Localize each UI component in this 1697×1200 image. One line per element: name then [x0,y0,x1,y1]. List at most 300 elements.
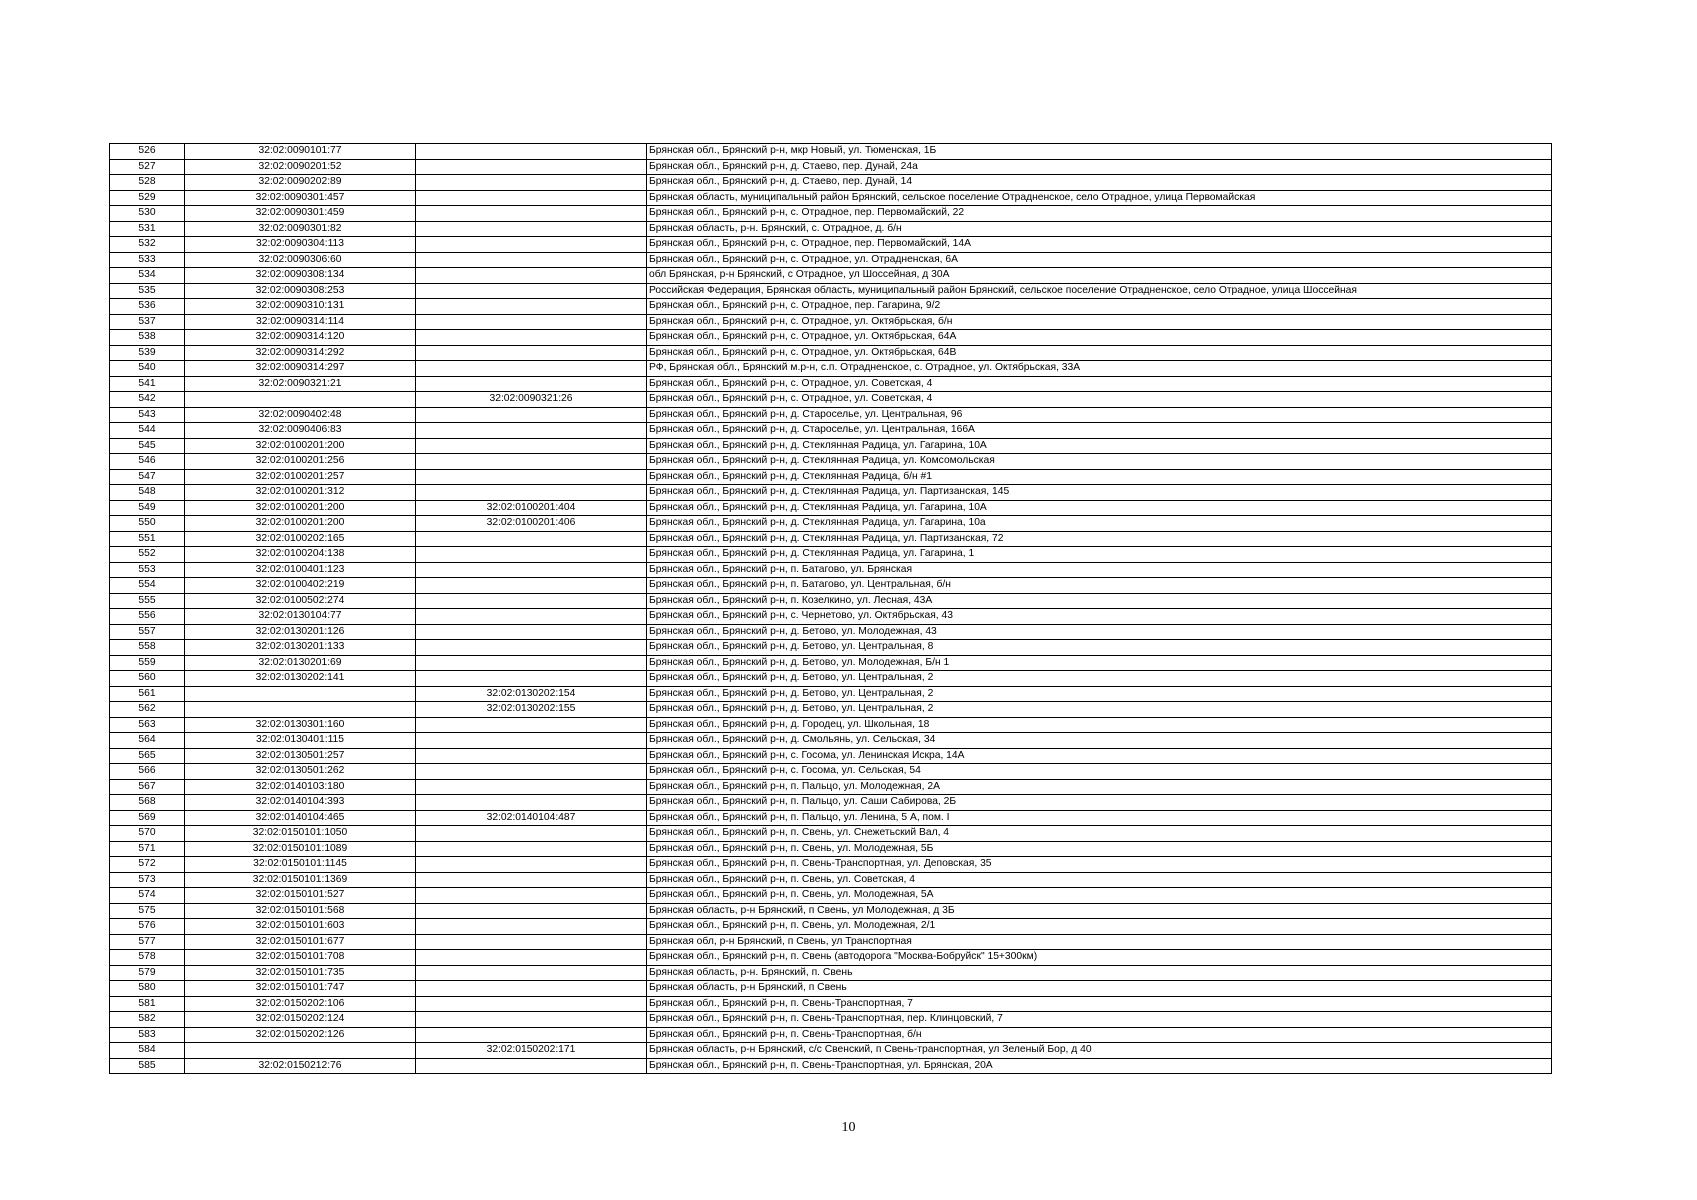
related-cadastral-number-cell [416,547,647,563]
row-number-cell: 541 [110,376,185,392]
row-number-cell: 535 [110,283,185,299]
row-number-cell: 565 [110,748,185,764]
row-number-cell: 582 [110,1012,185,1028]
address-cell: Брянская обл., Брянский р-н, с. Отрадное, ул. Советская, 4 [647,392,1552,408]
related-cadastral-number-cell [416,826,647,842]
related-cadastral-number-cell [416,345,647,361]
cadastral-number-cell: 32:02:0130301:160 [185,717,416,733]
address-cell: Брянская обл., Брянский р-н, д. Бетово, ул. Молодежная, 43 [647,624,1552,640]
related-cadastral-number-cell [416,237,647,253]
table-row [110,686,1552,702]
related-cadastral-number-cell [416,485,647,501]
address-cell: РФ, Брянская обл., Брянский м.р-н, с.п. Отрадненское, с. Отрадное, ул. Октябрьская, 33А [647,361,1552,377]
related-cadastral-number-cell [416,903,647,919]
related-cadastral-number-cell [416,609,647,625]
related-cadastral-number-cell [416,655,647,671]
cadastral-number-cell: 32:02:0100202:165 [185,531,416,547]
cadastral-number-cell: 32:02:0150101:568 [185,903,416,919]
row-number-cell: 564 [110,733,185,749]
related-cadastral-number-cell [416,268,647,284]
cadastral-number-cell: 32:02:0150101:1369 [185,872,416,888]
table-row [110,965,1552,981]
related-cadastral-number-cell [416,934,647,950]
related-cadastral-number-cell [416,779,647,795]
cadastral-number-cell: 32:02:0090308:253 [185,283,416,299]
related-cadastral-number-cell [416,950,647,966]
cadastral-number-cell: 32:02:0150101:677 [185,934,416,950]
related-cadastral-number-cell [416,888,647,904]
cadastral-number-cell: 32:02:0140104:465 [185,810,416,826]
table-row [110,531,1552,547]
cadastral-number-cell: 32:02:0100204:138 [185,547,416,563]
row-number-cell: 581 [110,996,185,1012]
row-number-cell: 561 [110,686,185,702]
row-number-cell: 556 [110,609,185,625]
cadastral-number-cell: 32:02:0100401:123 [185,562,416,578]
row-number-cell: 538 [110,330,185,346]
row-number-cell: 543 [110,407,185,423]
cadastral-number-cell: 32:02:0130401:115 [185,733,416,749]
related-cadastral-number-cell [416,748,647,764]
address-cell: Брянская обл., Брянский р-н, п. Свень-Транспортная, ул. Деповская, 35 [647,857,1552,873]
address-cell: Брянская обл., Брянский р-н, п. Свень, ул. Снежетьский Вал, 4 [647,826,1552,842]
address-cell: Брянская обл., Брянский р-н, д. Стеклянная Радица, ул. Гагарина, 10А [647,438,1552,454]
related-cadastral-number-cell [416,454,647,470]
table-row [110,826,1552,842]
address-cell: Брянская обл., Брянский р-н, п. Козелкино, ул. Лесная, 43А [647,593,1552,609]
table-row [110,175,1552,191]
address-cell: Брянская обл., Брянский р-н, с. Отрадное, ул. Отрадненская, 6А [647,252,1552,268]
table-row [110,361,1552,377]
cadastral-number-cell: 32:02:0090402:48 [185,407,416,423]
table-row [110,934,1552,950]
page-number: 10 [841,1120,856,1135]
address-cell: Брянская обл., Брянский р-н, п. Свень-Транспортная, ул. Брянская, 20А [647,1058,1552,1074]
address-cell: Брянская обл., Брянский р-н, с. Чернетово, ул. Октябрьская, 43 [647,609,1552,625]
related-cadastral-number-cell [416,717,647,733]
address-cell: Брянская обл., Брянский р-н, д. Городец, ул. Школьная, 18 [647,717,1552,733]
related-cadastral-number-cell: 32:02:0100201:404 [416,500,647,516]
cadastral-number-cell: 32:02:0150101:708 [185,950,416,966]
related-cadastral-number-cell [416,206,647,222]
related-cadastral-number-cell [416,1058,647,1074]
related-cadastral-number-cell [416,159,647,175]
row-number-cell: 551 [110,531,185,547]
table-row [110,996,1552,1012]
table-row [110,903,1552,919]
address-cell: Брянская обл., Брянский р-н, п. Свень (автодорога "Москва-Бобруйск" 15+300км) [647,950,1552,966]
table-row [110,237,1552,253]
cadastral-number-cell: 32:02:0090406:83 [185,423,416,439]
table-row [110,593,1552,609]
table-row [110,748,1552,764]
related-cadastral-number-cell [416,252,647,268]
cadastral-number-cell: 32:02:0090301:82 [185,221,416,237]
address-cell: Брянская область, р-н Брянский, п Свень [647,981,1552,997]
cadastral-number-cell: 32:02:0100502:274 [185,593,416,609]
row-number-cell: 578 [110,950,185,966]
related-cadastral-number-cell: 32:02:0140104:487 [416,810,647,826]
cadastral-number-cell: 32:02:0090301:459 [185,206,416,222]
row-number-cell: 555 [110,593,185,609]
related-cadastral-number-cell [416,314,647,330]
table-row [110,981,1552,997]
table-row [110,872,1552,888]
table-row [110,671,1552,687]
address-cell: Брянская обл., Брянский р-н, д. Стеклянная Радица, ул. Гагарина, 1 [647,547,1552,563]
row-number-cell: 585 [110,1058,185,1074]
address-cell: Брянская обл., Брянский р-н, д. Бетово, ул. Центральная, 8 [647,640,1552,656]
table-row [110,454,1552,470]
row-number-cell: 559 [110,655,185,671]
table-row [110,159,1552,175]
cadastral-number-cell: 32:02:0100201:257 [185,469,416,485]
related-cadastral-number-cell [416,640,647,656]
related-cadastral-number-cell [416,981,647,997]
row-number-cell: 569 [110,810,185,826]
address-cell: Брянская обл., Брянский р-н, д. Староселье, ул. Центральная, 166А [647,423,1552,439]
related-cadastral-number-cell [416,1012,647,1028]
address-cell: Брянская обл., Брянский р-н, д. Стеклянная Радица, ул. Партизанская, 72 [647,531,1552,547]
address-cell: Брянская обл., Брянский р-н, п. Свень, ул. Молодежная, 5А [647,888,1552,904]
row-number-cell: 540 [110,361,185,377]
table-row [110,562,1552,578]
table-row [110,950,1552,966]
registry-table [109,143,1552,1074]
related-cadastral-number-cell [416,175,647,191]
cadastral-number-cell: 32:02:0090201:52 [185,159,416,175]
table-row [110,1012,1552,1028]
cadastral-number-cell: 32:02:0130501:262 [185,764,416,780]
table-row [110,469,1552,485]
cadastral-number-cell: 32:02:0100201:200 [185,516,416,532]
row-number-cell: 576 [110,919,185,935]
table-row [110,810,1552,826]
address-cell: Брянская область, р-н Брянский, п Свень, ул Молодежная, д 3Б [647,903,1552,919]
table-row [110,919,1552,935]
row-number-cell: 572 [110,857,185,873]
related-cadastral-number-cell [416,423,647,439]
address-cell: Брянская обл., Брянский р-н, п. Свень, ул. Советская, 4 [647,872,1552,888]
table-row [110,1058,1552,1074]
cadastral-number-cell: 32:02:0090308:134 [185,268,416,284]
table-row [110,609,1552,625]
address-cell: Брянская обл., Брянский р-н, д. Стеклянная Радица, б/н #1 [647,469,1552,485]
cadastral-number-cell: 32:02:0150101:747 [185,981,416,997]
address-cell: Брянская обл., Брянский р-н, д. Бетово, ул. Центральная, 2 [647,671,1552,687]
related-cadastral-number-cell: 32:02:0130202:154 [416,686,647,702]
address-cell: Брянская обл., Брянский р-н, п. Пальцо, ул. Ленина, 5 А, пом. I [647,810,1552,826]
cadastral-number-cell: 32:02:0090310:131 [185,299,416,315]
row-number-cell: 571 [110,841,185,857]
row-number-cell: 562 [110,702,185,718]
address-cell: Брянская обл., Брянский р-н, п. Свень-Транспортная, 7 [647,996,1552,1012]
related-cadastral-number-cell [416,283,647,299]
cadastral-number-cell [185,686,416,702]
related-cadastral-number-cell [416,407,647,423]
related-cadastral-number-cell [416,299,647,315]
address-cell: Брянская обл., Брянский р-н, с. Госома, ул. Ленинская Искра, 14А [647,748,1552,764]
cadastral-number-cell: 32:02:0100201:200 [185,438,416,454]
row-number-cell: 533 [110,252,185,268]
table-row [110,314,1552,330]
row-number-cell: 545 [110,438,185,454]
related-cadastral-number-cell: 32:02:0150202:171 [416,1043,647,1059]
address-cell: Брянская обл., Брянский р-н, п. Свень, ул. Молодежная, 2/1 [647,919,1552,935]
row-number-cell: 552 [110,547,185,563]
table-row [110,330,1552,346]
cadastral-number-cell: 32:02:0090314:292 [185,345,416,361]
related-cadastral-number-cell [416,872,647,888]
address-cell: Брянская обл., Брянский р-н, д. Стаево, пер. Дунай, 14 [647,175,1552,191]
cadastral-number-cell: 32:02:0090202:89 [185,175,416,191]
cadastral-number-cell [185,1043,416,1059]
table-row [110,733,1552,749]
table-row [110,857,1552,873]
row-number-cell: 531 [110,221,185,237]
related-cadastral-number-cell: 32:02:0130202:155 [416,702,647,718]
table-row [110,221,1552,237]
cadastral-number-cell: 32:02:0100201:200 [185,500,416,516]
cadastral-number-cell: 32:02:0090101:77 [185,144,416,160]
table-row [110,1043,1552,1059]
table-row [110,206,1552,222]
row-number-cell: 584 [110,1043,185,1059]
row-number-cell: 550 [110,516,185,532]
address-cell: Брянская обл., Брянский р-н, с. Отрадное, ул. Октябрьская, 64В [647,345,1552,361]
address-cell: Брянская обл., Брянский р-н, с. Отрадное, пер. Первомайский, 22 [647,206,1552,222]
table-row [110,299,1552,315]
related-cadastral-number-cell [416,469,647,485]
row-number-cell: 563 [110,717,185,733]
table-row [110,779,1552,795]
address-cell: Брянская обл., Брянский р-н, п. Пальцо, ул. Саши Сабирова, 2Б [647,795,1552,811]
cadastral-number-cell: 32:02:0150101:735 [185,965,416,981]
related-cadastral-number-cell [416,764,647,780]
row-number-cell: 548 [110,485,185,501]
cadastral-number-cell: 32:02:0130202:141 [185,671,416,687]
related-cadastral-number-cell [416,1027,647,1043]
cadastral-number-cell: 32:02:0150101:1050 [185,826,416,842]
row-number-cell: 573 [110,872,185,888]
table-row [110,345,1552,361]
table-row [110,578,1552,594]
cadastral-number-cell: 32:02:0090321:21 [185,376,416,392]
address-cell: Брянская область, р-н Брянский, с/с Свенский, п Свень-транспортная, ул Зеленый Бор, д 40 [647,1043,1552,1059]
cadastral-number-cell: 32:02:0090314:120 [185,330,416,346]
address-cell: Брянская обл., Брянский р-н, д. Стеклянная Радица, ул. Гагарина, 10А [647,500,1552,516]
related-cadastral-number-cell [416,376,647,392]
row-number-cell: 530 [110,206,185,222]
address-cell: Брянская обл., Брянский р-н, п. Батагово, ул. Центральная, б/н [647,578,1552,594]
row-number-cell: 544 [110,423,185,439]
table-row [110,516,1552,532]
table-row [110,624,1552,640]
related-cadastral-number-cell [416,438,647,454]
address-cell: Брянская обл., Брянский р-н, с. Госома, ул. Сельская, 54 [647,764,1552,780]
related-cadastral-number-cell [416,795,647,811]
row-number-cell: 580 [110,981,185,997]
row-number-cell: 575 [110,903,185,919]
related-cadastral-number-cell [416,996,647,1012]
address-cell: Брянская обл., Брянский р-н, с. Отрадное, ул. Октябрьская, 64А [647,330,1552,346]
row-number-cell: 568 [110,795,185,811]
address-cell: Брянская обл., Брянский р-н, п. Батагово, ул. Брянская [647,562,1552,578]
row-number-cell: 560 [110,671,185,687]
cadastral-number-cell: 32:02:0130201:133 [185,640,416,656]
related-cadastral-number-cell [416,531,647,547]
row-number-cell: 546 [110,454,185,470]
table-row [110,392,1552,408]
related-cadastral-number-cell [416,190,647,206]
table-row [110,1027,1552,1043]
address-cell: Брянская обл., Брянский р-н, д. Стеклянная Радица, ул. Партизанская, 145 [647,485,1552,501]
row-number-cell: 526 [110,144,185,160]
table-row [110,888,1552,904]
related-cadastral-number-cell [416,144,647,160]
cadastral-number-cell: 32:02:0150202:126 [185,1027,416,1043]
address-cell: Брянская обл., Брянский р-н, с. Отрадное, ул. Октябрьская, б/н [647,314,1552,330]
address-cell: Российская Федерация, Брянская область, муниципальный район Брянский, сельское поселение Отрадненское, село Отрадное, улица Шоссейная [647,283,1552,299]
address-cell: Брянская обл., Брянский р-н, д. Бетово, ул. Центральная, 2 [647,702,1552,718]
cadastral-number-cell: 32:02:0090306:60 [185,252,416,268]
cadastral-number-cell: 32:02:0130201:69 [185,655,416,671]
row-number-cell: 557 [110,624,185,640]
row-number-cell: 527 [110,159,185,175]
table-row [110,144,1552,160]
table-row [110,795,1552,811]
cadastral-number-cell [185,702,416,718]
cadastral-number-cell: 32:02:0100201:312 [185,485,416,501]
table-row [110,438,1552,454]
registry-table-body [110,144,1552,1074]
address-cell: Брянская обл., Брянский р-н, с. Отрадное, пер. Первомайский, 14А [647,237,1552,253]
cadastral-number-cell: 32:02:0100201:256 [185,454,416,470]
cadastral-number-cell: 32:02:0130104:77 [185,609,416,625]
row-number-cell: 577 [110,934,185,950]
row-number-cell: 583 [110,1027,185,1043]
related-cadastral-number-cell [416,671,647,687]
table-row [110,376,1552,392]
cadastral-number-cell: 32:02:0150101:1145 [185,857,416,873]
related-cadastral-number-cell: 32:02:0090321:26 [416,392,647,408]
related-cadastral-number-cell [416,857,647,873]
cadastral-number-cell: 32:02:0150101:527 [185,888,416,904]
related-cadastral-number-cell [416,221,647,237]
table-row [110,252,1552,268]
table-row [110,407,1552,423]
related-cadastral-number-cell: 32:02:0100201:406 [416,516,647,532]
address-cell: Брянская обл., Брянский р-н, д. Стеклянная Радица, ул. Гагарина, 10а [647,516,1552,532]
row-number-cell: 558 [110,640,185,656]
related-cadastral-number-cell [416,562,647,578]
table-row [110,717,1552,733]
row-number-cell: 532 [110,237,185,253]
address-cell: Брянская область, муниципальный район Брянский, сельское поселение Отрадненское, село Отрадное, улица Первомайская [647,190,1552,206]
table-row [110,640,1552,656]
cadastral-number-cell: 32:02:0150101:1089 [185,841,416,857]
table-row [110,841,1552,857]
table-row [110,547,1552,563]
row-number-cell: 528 [110,175,185,191]
table-row [110,268,1552,284]
related-cadastral-number-cell [416,919,647,935]
address-cell: Брянская область, р-н. Брянский, с. Отрадное, д. б/н [647,221,1552,237]
table-row [110,190,1552,206]
row-number-cell: 536 [110,299,185,315]
cadastral-number-cell: 32:02:0100402:219 [185,578,416,594]
row-number-cell: 570 [110,826,185,842]
cadastral-number-cell: 32:02:0090301:457 [185,190,416,206]
row-number-cell: 547 [110,469,185,485]
related-cadastral-number-cell [416,624,647,640]
table-row [110,423,1552,439]
cadastral-number-cell: 32:02:0150202:106 [185,996,416,1012]
table-row [110,500,1552,516]
related-cadastral-number-cell [416,330,647,346]
cadastral-number-cell: 32:02:0090304:113 [185,237,416,253]
address-cell: Брянская обл., Брянский р-н, д. Староселье, ул. Центральная, 96 [647,407,1552,423]
address-cell: обл Брянская, р-н Брянский, с Отрадное, ул Шоссейная, д 30А [647,268,1552,284]
row-number-cell: 537 [110,314,185,330]
table-row [110,485,1552,501]
cadastral-number-cell: 32:02:0140104:393 [185,795,416,811]
table-row [110,283,1552,299]
address-cell: Брянская обл., Брянский р-н, д. Бетово, ул. Молодежная, Б/н 1 [647,655,1552,671]
row-number-cell: 574 [110,888,185,904]
address-cell: Брянская обл., Брянский р-н, с. Отрадное, ул. Советская, 4 [647,376,1552,392]
cadastral-number-cell: 32:02:0150212:76 [185,1058,416,1074]
row-number-cell: 567 [110,779,185,795]
related-cadastral-number-cell [416,593,647,609]
related-cadastral-number-cell [416,361,647,377]
address-cell: Брянская обл, р-н Брянский, п Свень, ул Транспортная [647,934,1552,950]
cadastral-number-cell: 32:02:0140103:180 [185,779,416,795]
cadastral-number-cell: 32:02:0130201:126 [185,624,416,640]
table-row [110,702,1552,718]
row-number-cell: 534 [110,268,185,284]
address-cell: Брянская обл., Брянский р-н, мкр Новый, ул. Тюменская, 1Б [647,144,1552,160]
row-number-cell: 579 [110,965,185,981]
address-cell: Брянская обл., Брянский р-н, с. Отрадное, пер. Гагарина, 9/2 [647,299,1552,315]
cadastral-number-cell: 32:02:0150202:124 [185,1012,416,1028]
row-number-cell: 554 [110,578,185,594]
row-number-cell: 539 [110,345,185,361]
table-row [110,764,1552,780]
cadastral-number-cell: 32:02:0090314:297 [185,361,416,377]
related-cadastral-number-cell [416,841,647,857]
address-cell: Брянская обл., Брянский р-н, п. Свень-Транспортная, б/н [647,1027,1552,1043]
address-cell: Брянская обл., Брянский р-н, д. Бетово, ул. Центральная, 2 [647,686,1552,702]
table-row [110,655,1552,671]
cadastral-number-cell: 32:02:0150101:603 [185,919,416,935]
address-cell: Брянская обл., Брянский р-н, п. Свень, ул. Молодежная, 5Б [647,841,1552,857]
registry-table-wrapper [109,143,1551,1074]
row-number-cell: 566 [110,764,185,780]
cadastral-number-cell [185,392,416,408]
row-number-cell: 542 [110,392,185,408]
address-cell: Брянская обл., Брянский р-н, п. Пальцо, ул. Молодежная, 2А [647,779,1552,795]
related-cadastral-number-cell [416,578,647,594]
cadastral-number-cell: 32:02:0090314:114 [185,314,416,330]
address-cell: Брянская обл., Брянский р-н, д. Стаево, пер. Дунай, 24а [647,159,1552,175]
row-number-cell: 529 [110,190,185,206]
address-cell: Брянская обл., Брянский р-н, д. Смольянь, ул. Сельская, 34 [647,733,1552,749]
address-cell: Брянская обл., Брянский р-н, д. Стеклянная Радица, ул. Комсомольская [647,454,1552,470]
address-cell: Брянская область, р-н. Брянский, п. Свень [647,965,1552,981]
cadastral-number-cell: 32:02:0130501:257 [185,748,416,764]
row-number-cell: 553 [110,562,185,578]
